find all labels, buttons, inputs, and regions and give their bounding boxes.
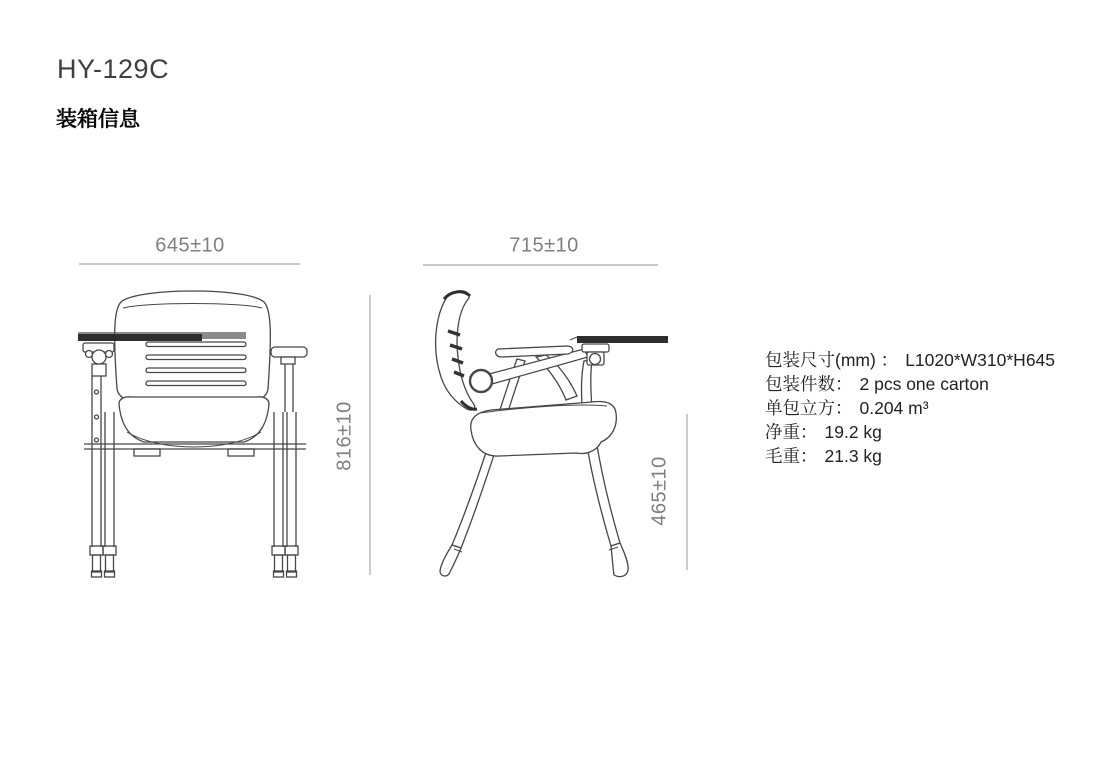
- spec-row-net-weight: [765, 420, 1055, 444]
- section-title: 装箱信息: [56, 108, 140, 131]
- spec-label: 毛重：: [765, 446, 818, 466]
- spec-label: 单包立方：: [765, 398, 853, 418]
- spec-value: 19.2 kg: [824, 422, 882, 442]
- dimension-overall-height: 816±10: [333, 401, 356, 471]
- spec-value: L1020*W310*H645: [905, 350, 1056, 370]
- dimension-side-depth: 715±10: [509, 234, 579, 257]
- dimension-seat-height: 465±10: [648, 456, 671, 526]
- chair-front-view-drawing: [78, 291, 307, 577]
- spec-value: 0.204 m³: [859, 398, 929, 418]
- packing-spec-list: [765, 348, 1055, 468]
- page-title: HY-129C: [57, 54, 170, 84]
- spec-label: 包装尺寸(mm) ：: [765, 350, 899, 370]
- spec-row-package-count: [765, 372, 1055, 396]
- spec-value: 21.3 kg: [824, 446, 882, 466]
- dimension-front-width: 645±10: [155, 234, 225, 257]
- chair-side-view-drawing: [436, 291, 668, 577]
- spec-row-package-volume: [765, 396, 1055, 420]
- spec-label: 包装件数：: [765, 374, 853, 394]
- front-view-feet: [90, 546, 298, 577]
- spec-label: 净重：: [765, 422, 818, 442]
- spec-row-gross-weight: [765, 444, 1055, 468]
- spec-value: 2 pcs one carton: [859, 374, 989, 394]
- spec-row-package-size: [765, 348, 1055, 372]
